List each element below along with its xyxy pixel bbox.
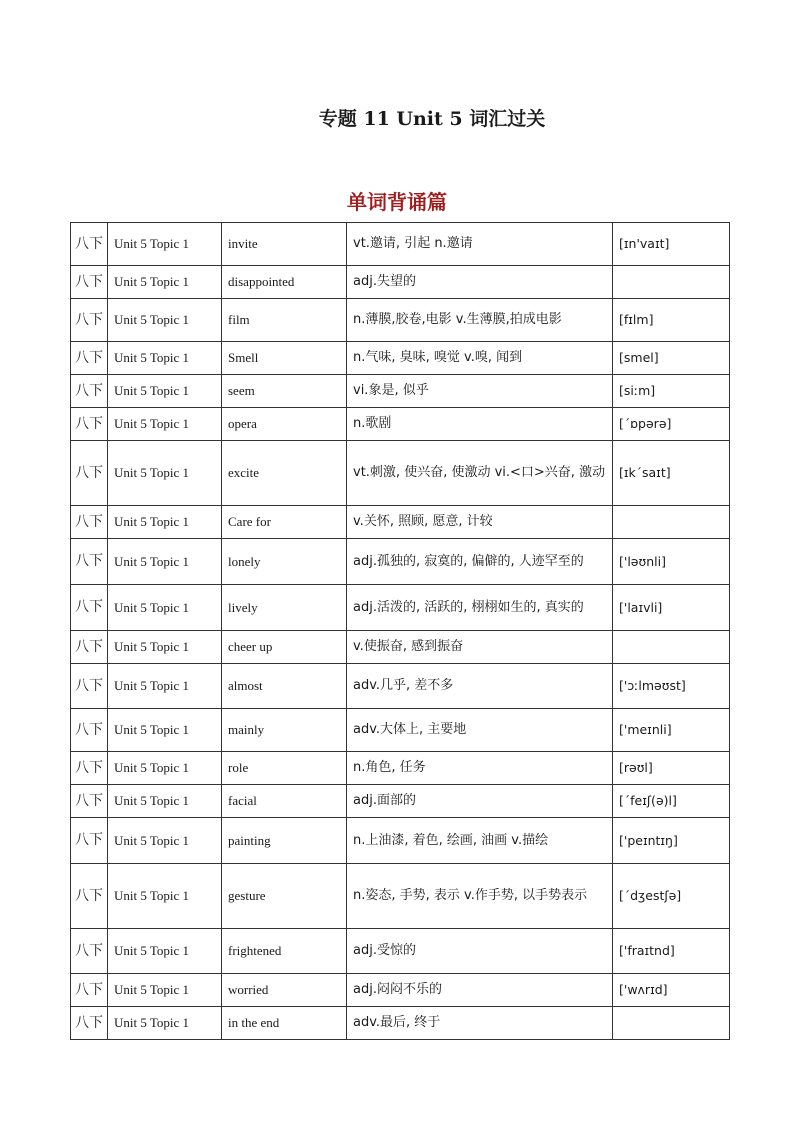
phonetic-cell: ['fraɪtnd] bbox=[613, 929, 730, 974]
phonetic-cell: [ˊfeɪʃ(ə)l] bbox=[613, 785, 730, 818]
phonetic-cell: [fɪlm] bbox=[613, 299, 730, 342]
phonetic-cell: ['ɔːlməʊst] bbox=[613, 664, 730, 709]
word-cell: disappointed bbox=[222, 266, 347, 299]
meaning-cell: vt.邀请, 引起 n.邀请 bbox=[347, 223, 613, 266]
grade-cell: 八下 bbox=[71, 1007, 108, 1040]
unit-cell: Unit 5 Topic 1 bbox=[108, 785, 222, 818]
table-row bbox=[71, 864, 730, 929]
phonetic-cell: ['wʌrɪd] bbox=[613, 974, 730, 1007]
meaning-cell: n.姿态, 手势, 表示 v.作手势, 以手势表示 bbox=[347, 864, 613, 929]
grade-cell: 八下 bbox=[71, 375, 108, 408]
unit-cell: Unit 5 Topic 1 bbox=[108, 266, 222, 299]
phonetic-cell: ['laɪvli] bbox=[613, 585, 730, 631]
section-heading: 单词背诵篇 bbox=[347, 190, 447, 214]
unit-cell: Unit 5 Topic 1 bbox=[108, 585, 222, 631]
grade-cell: 八下 bbox=[71, 864, 108, 929]
unit-cell: Unit 5 Topic 1 bbox=[108, 441, 222, 506]
grade-cell: 八下 bbox=[71, 974, 108, 1007]
phonetic-cell: [siːm] bbox=[613, 375, 730, 408]
unit-cell: Unit 5 Topic 1 bbox=[108, 818, 222, 864]
grade-cell: 八下 bbox=[71, 408, 108, 441]
meaning-cell: adj.受惊的 bbox=[347, 929, 613, 974]
word-cell: opera bbox=[222, 408, 347, 441]
meaning-cell: n.薄膜,胶卷,电影 v.生薄膜,拍成电影 bbox=[347, 299, 613, 342]
word-cell: film bbox=[222, 299, 347, 342]
table-row bbox=[71, 299, 730, 342]
meaning-cell: adj.孤独的, 寂寞的, 偏僻的, 人迹罕至的 bbox=[347, 539, 613, 585]
table-row bbox=[71, 974, 730, 1007]
grade-cell: 八下 bbox=[71, 585, 108, 631]
phonetic-cell: ['ləʊnli] bbox=[613, 539, 730, 585]
meaning-cell: n.角色, 任务 bbox=[347, 752, 613, 785]
table-row bbox=[71, 631, 730, 664]
grade-cell: 八下 bbox=[71, 929, 108, 974]
grade-cell: 八下 bbox=[71, 506, 108, 539]
grade-cell: 八下 bbox=[71, 818, 108, 864]
table-row bbox=[71, 1007, 730, 1040]
meaning-cell: adv.最后, 终于 bbox=[347, 1007, 613, 1040]
meaning-cell: adv.几乎, 差不多 bbox=[347, 664, 613, 709]
phonetic-cell bbox=[613, 631, 730, 664]
phonetic-cell: ['peɪntɪŋ] bbox=[613, 818, 730, 864]
grade-cell: 八下 bbox=[71, 441, 108, 506]
unit-cell: Unit 5 Topic 1 bbox=[108, 974, 222, 1007]
word-cell: almost bbox=[222, 664, 347, 709]
meaning-cell: adj.失望的 bbox=[347, 266, 613, 299]
table-row bbox=[71, 664, 730, 709]
meaning-cell: v.使振奋, 感到振奋 bbox=[347, 631, 613, 664]
meaning-cell: adj.闷闷不乐的 bbox=[347, 974, 613, 1007]
phonetic-cell bbox=[613, 506, 730, 539]
phonetic-cell: [smel] bbox=[613, 342, 730, 375]
word-cell: painting bbox=[222, 818, 347, 864]
table-row bbox=[71, 539, 730, 585]
grade-cell: 八下 bbox=[71, 299, 108, 342]
phonetic-cell: ['meɪnli] bbox=[613, 709, 730, 752]
meaning-cell: n.歌剧 bbox=[347, 408, 613, 441]
vocabulary-table bbox=[70, 222, 730, 1040]
table-row bbox=[71, 506, 730, 539]
word-cell: role bbox=[222, 752, 347, 785]
table-row bbox=[71, 785, 730, 818]
phonetic-cell: [ˊɒpərə] bbox=[613, 408, 730, 441]
word-cell: excite bbox=[222, 441, 347, 506]
word-cell: facial bbox=[222, 785, 347, 818]
meaning-cell: n.上油漆, 着色, 绘画, 油画 v.描绘 bbox=[347, 818, 613, 864]
word-cell: worried bbox=[222, 974, 347, 1007]
table-row bbox=[71, 375, 730, 408]
phonetic-cell: [ɪkˊsaɪt] bbox=[613, 441, 730, 506]
word-cell: mainly bbox=[222, 709, 347, 752]
word-cell: gesture bbox=[222, 864, 347, 929]
meaning-cell: adj.面部的 bbox=[347, 785, 613, 818]
grade-cell: 八下 bbox=[71, 631, 108, 664]
unit-cell: Unit 5 Topic 1 bbox=[108, 408, 222, 441]
table-row bbox=[71, 818, 730, 864]
unit-cell: Unit 5 Topic 1 bbox=[108, 752, 222, 785]
unit-cell: Unit 5 Topic 1 bbox=[108, 929, 222, 974]
meaning-cell: adv.大体上, 主要地 bbox=[347, 709, 613, 752]
grade-cell: 八下 bbox=[71, 223, 108, 266]
table-row bbox=[71, 585, 730, 631]
unit-cell: Unit 5 Topic 1 bbox=[108, 375, 222, 408]
grade-cell: 八下 bbox=[71, 785, 108, 818]
word-cell: in the end bbox=[222, 1007, 347, 1040]
unit-cell: Unit 5 Topic 1 bbox=[108, 864, 222, 929]
word-cell: Care for bbox=[222, 506, 347, 539]
unit-cell: Unit 5 Topic 1 bbox=[108, 223, 222, 266]
table-row bbox=[71, 266, 730, 299]
unit-cell: Unit 5 Topic 1 bbox=[108, 1007, 222, 1040]
meaning-cell: adj.活泼的, 活跃的, 栩栩如生的, 真实的 bbox=[347, 585, 613, 631]
grade-cell: 八下 bbox=[71, 342, 108, 375]
unit-cell: Unit 5 Topic 1 bbox=[108, 709, 222, 752]
table-row bbox=[71, 752, 730, 785]
table-row bbox=[71, 342, 730, 375]
word-cell: lonely bbox=[222, 539, 347, 585]
phonetic-cell bbox=[613, 266, 730, 299]
meaning-cell: n.气味, 臭味, 嗅觉 v.嗅, 闻到 bbox=[347, 342, 613, 375]
word-cell: Smell bbox=[222, 342, 347, 375]
word-cell: invite bbox=[222, 223, 347, 266]
phonetic-cell bbox=[613, 1007, 730, 1040]
grade-cell: 八下 bbox=[71, 539, 108, 585]
page-title: 专题 11 Unit 5 词汇过关 bbox=[318, 108, 546, 130]
grade-cell: 八下 bbox=[71, 266, 108, 299]
phonetic-cell: [ˊdʒestʃə] bbox=[613, 864, 730, 929]
word-cell: frightened bbox=[222, 929, 347, 974]
unit-cell: Unit 5 Topic 1 bbox=[108, 506, 222, 539]
phonetic-cell: [rəʊl] bbox=[613, 752, 730, 785]
word-cell: cheer up bbox=[222, 631, 347, 664]
word-cell: seem bbox=[222, 375, 347, 408]
phonetic-cell: [ɪn'vaɪt] bbox=[613, 223, 730, 266]
meaning-cell: vt.刺激, 使兴奋, 使激动 vi.<口>兴奋, 激动 bbox=[347, 441, 613, 506]
unit-cell: Unit 5 Topic 1 bbox=[108, 631, 222, 664]
word-cell: lively bbox=[222, 585, 347, 631]
table-row bbox=[71, 709, 730, 752]
unit-cell: Unit 5 Topic 1 bbox=[108, 539, 222, 585]
grade-cell: 八下 bbox=[71, 709, 108, 752]
meaning-cell: v.关怀, 照顾, 愿意, 计较 bbox=[347, 506, 613, 539]
table-row bbox=[71, 929, 730, 974]
grade-cell: 八下 bbox=[71, 664, 108, 709]
unit-cell: Unit 5 Topic 1 bbox=[108, 342, 222, 375]
table-row bbox=[71, 408, 730, 441]
unit-cell: Unit 5 Topic 1 bbox=[108, 664, 222, 709]
meaning-cell: vi.象是, 似乎 bbox=[347, 375, 613, 408]
table-row bbox=[71, 441, 730, 506]
grade-cell: 八下 bbox=[71, 752, 108, 785]
unit-cell: Unit 5 Topic 1 bbox=[108, 299, 222, 342]
table-row bbox=[71, 223, 730, 266]
